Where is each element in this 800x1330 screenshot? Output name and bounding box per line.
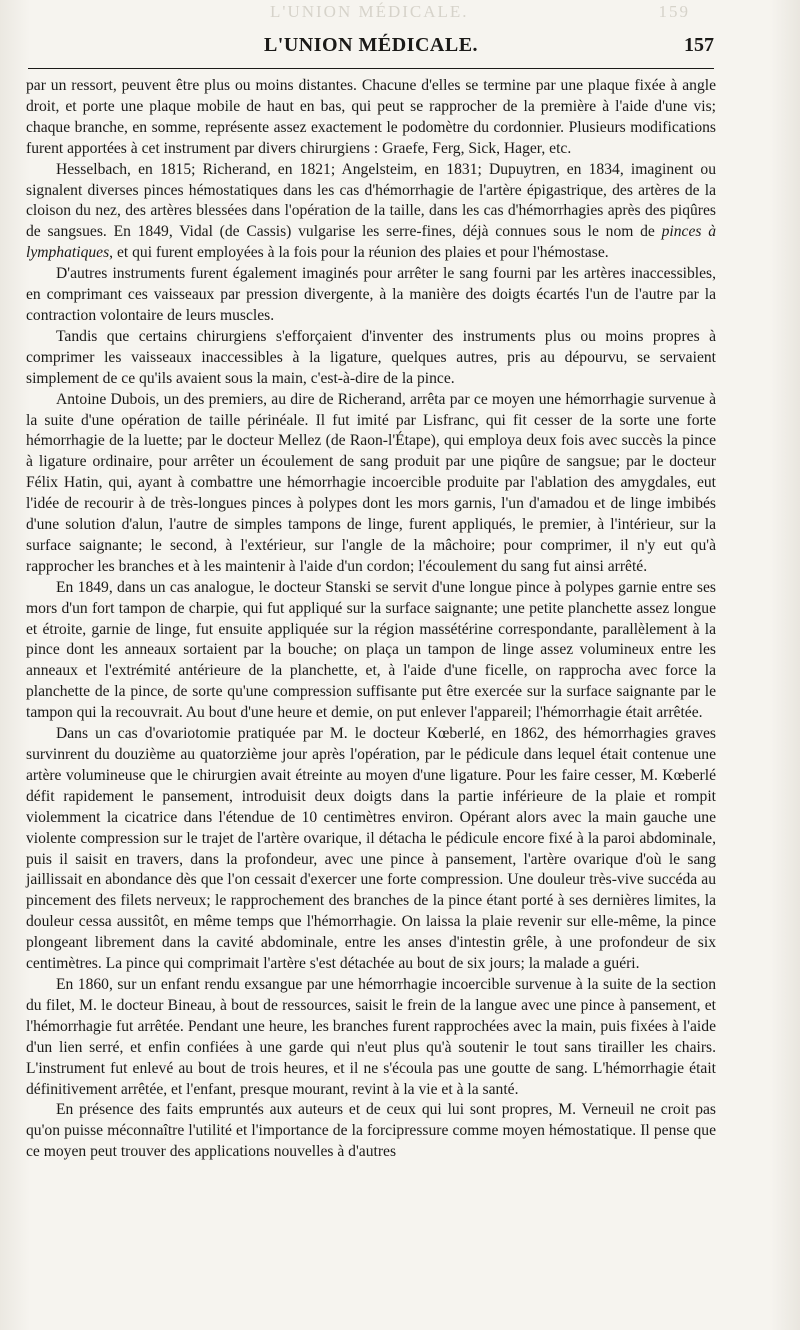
bleed-through-page-number: 159 (658, 2, 690, 21)
paragraph-hesselbach-text: Hesselbach, en 1815; Richerand, en 1821; Angelsteim, en 1831; Dupuytren, en 1834, imaginent ou signalent diverses pinces hémostatiques dans les cas d'hémorrhagie de l'artère épigastrique, des artères de la cloison du nez, des artères blessées dans l'opération de la taille, dans les cas d'hémorrhagies après des piqûres de sangsues. En 1849, Vidal (de Cassis) vulgarise les serre-fines, déjà connues sous le nom de (26, 160, 716, 241)
paragraph-verneuil: En présence des faits empruntés aux auteurs et de ceux qui lui sont propres, M. Verneuil ne croit pas qu'on puisse méconnaître l'utilité et l'importance de la forcipressure comme moyen hémostatique. Il pense que ce moyen peut trouver des applications nouvelles à d'autres (26, 1101, 716, 1161)
paragraph-bineau: En 1860, sur un enfant rendu exsangue par une hémorrhagie incoercible survenue à la suite de la section du filet, M. le docteur Bineau, à bout de ressources, saisit le frein de la langue avec une pince à pansement, et l'hémorrhagie fut arrêtée. Pendant une heure, les branches furent rapprochées avec la main, puis fixées à l'aide d'un lien serré, et enfin confiées à une garde qui n'eut plus qu'à soutenir le tout sans tirailler les chairs. L'instrument fut enlevé au bout de trois heures, et il ne s'écoula pas une goutte de sang. L'hémorrhagie était définitivement arrêtée, et l'enfant, presque mourant, revint à la vie et à la santé. (26, 975, 716, 1098)
bleed-through-title: L'UNION MÉDICALE. (270, 2, 469, 21)
paragraph-podometre: par un ressort, peuvent être plus ou moins distantes. Chacune d'elles se termine par une plaque fixée à angle droit, et porte une plaque mobile de haut en bas, qui peut se rapprocher de la première à l'aide d'une vis; chaque branche, en somme, représente assez exactement le podomètre du cordonnier. Plusieurs modifications furent apportées à cet instrument par divers chirurgiens : Graefe, Ferg, Sick, Hager, etc. (26, 77, 716, 157)
bleed-through-header (270, 2, 690, 22)
paragraph-tandis: Tandis que certains chirurgiens s'efforçaient d'inventer des instruments plus ou moins propres à comprimer les vaisseaux inaccessibles à la ligature, quelques autres, pris au dépourvu, se servaient simplement de ce qu'ils avaient sous la main, c'est-à-dire de la pince. (26, 327, 716, 387)
paragraph-hesselbach (26, 160, 716, 265)
paragraph-stanski: En 1849, dans un cas analogue, le docteur Stanski se servit d'une longue pince à polypes garnie entre ses mors d'un fort tampon de charpie, qui fut appliqué sur la surface saignante; une petite planchette assez longue et étroite, garnie de linge, fut ensuite appliquée sur la région massétérine correspondante, parallèlement à la pince dont les anneaux sortaient par la bouche; on plaça un tampon de linge assez volumineux entre les anneaux et l'extrémité antérieure de la planchette, et, à l'aide d'une ficelle, on rapprocha avec force la planchette de la pince, de sorte qu'une compression suffisante put être exercée sur la surface saignante par le tampon qui la recouvrait. Au bout d'une heure et demie, on put enlever l'appareil; l'hémorrhagie était arrêtée. (26, 578, 716, 722)
paragraph-instruments: D'autres instruments furent également imaginés pour arrêter le sang fourni par les artères inaccessibles, en comprimant ces vaisseaux par pression divergente, à la manière des doigts écartés l'un de l'autre par la contraction volontaire de leurs muscles. (26, 265, 716, 324)
article-body (26, 76, 716, 1163)
header-rule (28, 68, 714, 69)
italic-term: pinces à lymphatiques (26, 223, 716, 262)
paragraph-koeberle: Dans un cas d'ovariotomie pratiquée par M. le docteur Kœberlé, en 1862, des hémorrhagies graves survinrent du douzième au quatorzième jour après l'opération, par le pédicule dans lequel était contenue une artère volumineuse que le chirurgien avait étreinte au moyen d'une ligature. Pour les faire cesser, M. Kœberlé défit rapidement le pansement, introduisit deux doigts dans la partie inférieure de la plaie et rompit violemment la cicatrice dans l'étendue de 10 centimètres environ. Opérant alors avec la main gauche une violente compression sur le trajet de l'artère ovarique, il détacha le pédicule encore fixé à la paroi abdominale, puis il saisit en travers, dans la profondeur, avec une pince à pansement, l'artère ovarique d'où le sang jaillissait en abondance dès que l'on cessait d'exercer une forte compression. Une douleur très-vive succéda au pincement des filets nerveux; le rapprochement des branches de la pince étant porté à ses dernières limites, la douleur cessa aussitôt, en même temps que l'hémorrhagie. On laissa la plaie revenir sur elle-même, la pince plongeant librement dans la cavité abdominale, entre les anses d'intestin grêle, à une profondeur de six centimètres. La pince qui comprimait l'artère s'est détachée au bout de six jours; la malade a guéri. (26, 725, 716, 973)
page-number: 157 (684, 34, 714, 56)
journal-title: L'UNION MÉDICALE. (263, 34, 479, 56)
running-header (28, 34, 714, 66)
paragraph-dubois: Antoine Dubois, un des premiers, au dire de Richerand, arrêta par ce moyen une hémorrhagie survenue à la suite d'une opération de taille périnéale. Il fut imité par Lisfranc, qui fit cesser de la sorte une forte hémorrhagie de la luette; par le docteur Mellez (de Raon-l'Étape), qui employa deux fois avec succès la pince à ligature ordinaire, pour arrêter un écoulement de sang produit par une piqûre de sangsue; par le docteur Félix Hatin, qui, ayant à combattre une hémorrhagie incoercible produite par l'ablation des amygdales, eut l'idée de recourir à de très-longues pinces à polypes dont les mors garnis, l'un d'amadou et de linge imbibés d'une solution d'alun, l'autre de simples tampons de linge, furent appliqués, le premier, à l'intérieur, sur la surface saignante; le second, à l'extérieur, sur l'angle de la mâchoire; pour comprimer, il n'y eut qu'à rapprocher les branches et à les maintenir à l'aide d'un cordon; l'écoulement du sang fut ainsi arrêté. (26, 390, 716, 575)
paragraph-hesselbach-tail: , et qui furent employées à la fois pour la réunion des plaies et pour l'hémostase. (109, 244, 609, 262)
